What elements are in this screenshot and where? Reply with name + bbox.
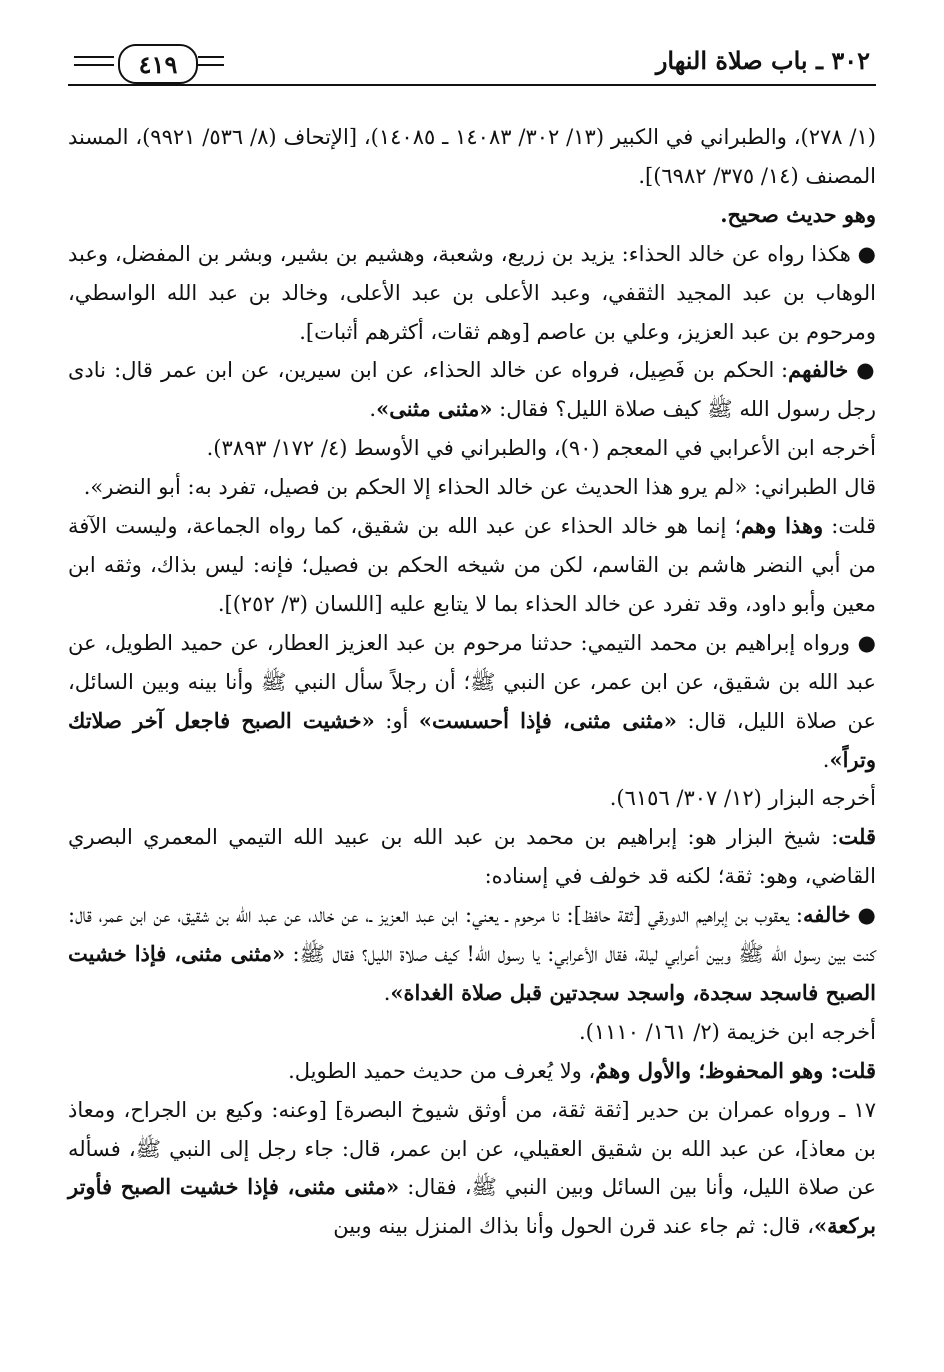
text-run: : شيخ البزار هو: إبراهيم بن محمد بن عبد الله بن عبيد الله التيمي المعمري البصري القاضي، وهو: ثقة؛ لكنه قد خولف في إسناده:	[68, 825, 876, 889]
text-run: أخرجه ابن الأعرابي في المعجم (٩٠)، والطبراني في الأوسط (٤/ ١٧٢/ ٣٨٩٣).	[206, 436, 876, 461]
body-paragraph	[68, 235, 876, 352]
text-run: ، قال: ثم جاء عند قرن الحول وأنا بذاك المنزل بينه وبين	[333, 1214, 815, 1239]
text-run: ، ولا يُعرف من حديث حميد الطويل.	[288, 1058, 596, 1083]
text-run: .	[822, 747, 830, 772]
bold-text: خالفه	[802, 902, 851, 928]
body-paragraph	[68, 896, 876, 1013]
ornament-line	[198, 64, 224, 66]
body-paragraph	[68, 779, 876, 818]
page-number: ٤١٩	[118, 44, 198, 84]
text-run: ● ورواه إبراهيم بن محمد التيمي: حدثنا مرحوم بن عبد العزيز العطار، عن حميد الطويل، عن عبد الله بن شقيق، عن ابن عمر، عن النبي ﷺ؛ أن رجلاً سأل النبي ﷺ وأنا بينه وبين السائل، عن صلاة الليل، قال:	[68, 630, 877, 733]
text-run: قال الطبراني: «لم يرو هذا الحديث عن خالد الحذاء إلا الحكم بن فصيل، تفرد به: أبو النضر».	[83, 475, 876, 500]
bold-text: وهذا وهم	[741, 513, 824, 539]
body-paragraph	[68, 624, 876, 780]
text-run: .	[383, 980, 391, 1005]
bold-text: قلت: وهو المحفوظ؛ والأول وهمٌ	[595, 1057, 876, 1083]
page-number-ornament	[68, 40, 228, 88]
body-paragraph	[68, 507, 876, 624]
body-paragraph	[68, 196, 876, 235]
bold-text: «مثنى مثنى، فإذا خشيت الصبح فأوتر بركعة»	[68, 1174, 876, 1239]
body-paragraph	[68, 818, 876, 896]
text-run: أخرجه البزار (١٢/ ٣٠٧/ ٦١٥٦).	[609, 786, 876, 811]
text-run: ١٧ ـ ورواه عمران بن حدير [ثقة ثقة، من أوثق شيوخ البصرة] [وعنه: وكيع بن الجراح، ومعاذ بن معاذ]، عن عبد الله بن شقيق العقيلي، عن ابن عمر، قال: جاء رجل إلى النبي ﷺ، فسأله عن صلاة الليل، وأنا بين السائل وبين النبي ﷺ، فقال:	[68, 1097, 876, 1200]
page-header	[68, 40, 876, 88]
running-head: ٣٠٢ ـ باب صلاة النهار	[655, 46, 870, 75]
body-paragraph	[68, 1052, 876, 1091]
bold-text: وهو حديث صحيح.	[720, 201, 876, 227]
page-body	[68, 118, 876, 1246]
ornament-line	[198, 56, 224, 58]
text-run: (١/ ٢٧٨)، والطبراني في الكبير (١٣/ ٣٠٢/ ١٤٠٨٣ ـ ١٤٠٨٥)، [الإتحاف (٨/ ٥٣٦/ ٩٩٢١)، المسند المصنف (١٤/ ٣٧٥/ ٦٩٨٢)].	[68, 125, 876, 188]
bold-text: «مثنى مثنى»	[376, 396, 493, 422]
body-paragraph	[68, 118, 876, 196]
bold-text: «مثنى مثنى، فإذا أحسست»	[418, 707, 677, 733]
bold-text: خالفهم	[788, 357, 849, 383]
ornament-line	[74, 56, 114, 58]
text-run: .	[369, 397, 377, 422]
text-run: ●	[850, 903, 876, 928]
text-run: أو:	[374, 708, 419, 733]
body-paragraph	[68, 1091, 876, 1247]
bold-text: قلت	[838, 824, 876, 850]
bold-text: «مثنى مثنى، فإذا خشيت الصبح فاسجد سجدة، واسجد سجدتين قبل صلاة الغداة»	[68, 941, 876, 1005]
bold-text: «خشيت الصبح فاجعل آخر صلاتك وتراً»	[68, 707, 876, 772]
body-paragraph	[68, 468, 876, 507]
body-paragraph	[68, 351, 876, 429]
text-run: : يعقوب بن إبراهيم الدورقي [ثقة حافظ]: نا مرحوم ـ يعني: ابن عبد العزيز ـ، عن خالد، عن عبد الله بن شقيق، عن ابن عمر، قال: كنت بين رسول الله ﷺ وبين أعرابي ليلة، فقال الأعرابي: يا رسول الله! كيف صلاة الليل؟ فقال ﷺ:	[68, 903, 877, 967]
text-run: ●	[848, 358, 876, 383]
body-paragraph	[68, 429, 876, 468]
text-run: ● هكذا رواه عن خالد الحذاء: يزيد بن زريع، وشعبة، وهشيم بن بشير، وبشر بن المفضل، وعبد الوهاب بن عبد المجيد الثقفي، وعبد الأعلى بن عبد الأعلى، وخالد بن عبد الله الواسطي، ومرحوم بن عبد العزيز، وعلي بن عاصم [وهم ثقات، أكثرهم أثبات].	[68, 241, 876, 344]
text-run: قلت:	[823, 514, 876, 539]
text-run: ؛ إنما هو خالد الحذاء عن عبد الله بن شقيق، كما رواه الجماعة، وليست الآفة من أبي النضر هاشم بن القاسم، لكن من شيخه الحكم بن فصيل؛ فإنه: ليس بذاك، وثقه ابن معين وأبو داود، وقد تفرد عن خالد الحذاء بما لا يتابع عليه [اللسان (٣/ ٢٥٢)].	[68, 514, 876, 616]
ornament-line	[74, 64, 114, 66]
body-paragraph	[68, 1013, 876, 1052]
text-run: : الحكم بن فَصِيل، فرواه عن خالد الحذاء، عن ابن سيرين، عن ابن عمر قال: نادى رجل رسول الله ﷺ كيف صلاة الليل؟ فقال:	[68, 358, 876, 422]
text-run: أخرجه ابن خزيمة (٢/ ١٦١/ ١١١٠).	[579, 1019, 876, 1044]
